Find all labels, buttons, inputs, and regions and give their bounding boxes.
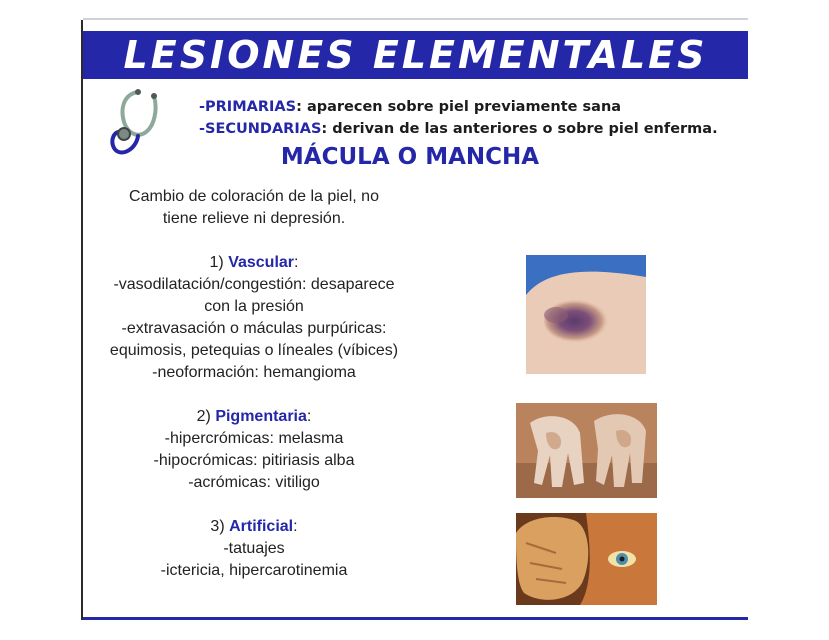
section-heading	[88, 406, 420, 428]
section-heading	[88, 252, 420, 274]
section-category: Vascular	[228, 254, 295, 271]
title-banner	[83, 31, 748, 79]
section-number: 3)	[210, 518, 230, 535]
definition-primary	[199, 96, 718, 118]
section-heading	[88, 516, 420, 538]
section-line: -hipercrómicas: melasma	[164, 430, 344, 447]
intro-line: tiene relieve ni depresión.	[162, 210, 346, 227]
section-line: con la presión	[204, 298, 304, 315]
definition-text: : derivan de las anteriores o sobre piel enferma.	[321, 121, 718, 137]
section-line: -tatuajes	[223, 540, 285, 557]
section-vascular	[88, 252, 420, 384]
definition-secondary	[199, 118, 718, 140]
section-colon: :	[306, 408, 312, 425]
intro-line: Cambio de coloración de la piel, no	[129, 188, 379, 205]
lesion-definitions	[199, 96, 718, 140]
section-line: -hipocrómicas: pitiriasis alba	[153, 452, 355, 469]
section-line: equimosis, petequias o líneales (víbices)	[109, 342, 399, 359]
section-category: Pigmentaria	[215, 408, 307, 425]
section-line: -neoformación: hemangioma	[152, 364, 356, 381]
section-subtitle: MÁCULA O MANCHA	[280, 144, 540, 170]
definition-term: -SECUNDARIAS	[199, 121, 322, 137]
section-number: 2)	[196, 408, 216, 425]
definition-term: -PRIMARIAS	[199, 99, 297, 115]
stethoscope-icon	[108, 88, 184, 162]
section-line: -vasodilatación/congestión: desaparece	[113, 276, 395, 293]
section-category: Artificial	[229, 518, 294, 535]
section-line: -extravasación o máculas purpúricas:	[121, 320, 387, 337]
section-pigmentaria	[88, 406, 420, 494]
section-line: -acrómicas: vitiligo	[188, 474, 320, 491]
section-number: 1)	[209, 254, 229, 271]
bruise-photo	[526, 255, 646, 374]
page-title: LESIONES ELEMENTALES	[123, 33, 708, 77]
bottom-border	[83, 617, 748, 620]
intro-text	[88, 186, 420, 230]
section-line: -ictericia, hipercarotinemia	[160, 562, 348, 579]
section-artificial	[88, 516, 420, 582]
section-colon: :	[294, 254, 299, 271]
definition-text: : aparecen sobre piel previamente sana	[296, 99, 622, 115]
vitiligo-hands-photo	[516, 403, 657, 498]
section-colon: :	[293, 518, 298, 535]
jaundice-photo	[516, 513, 657, 605]
